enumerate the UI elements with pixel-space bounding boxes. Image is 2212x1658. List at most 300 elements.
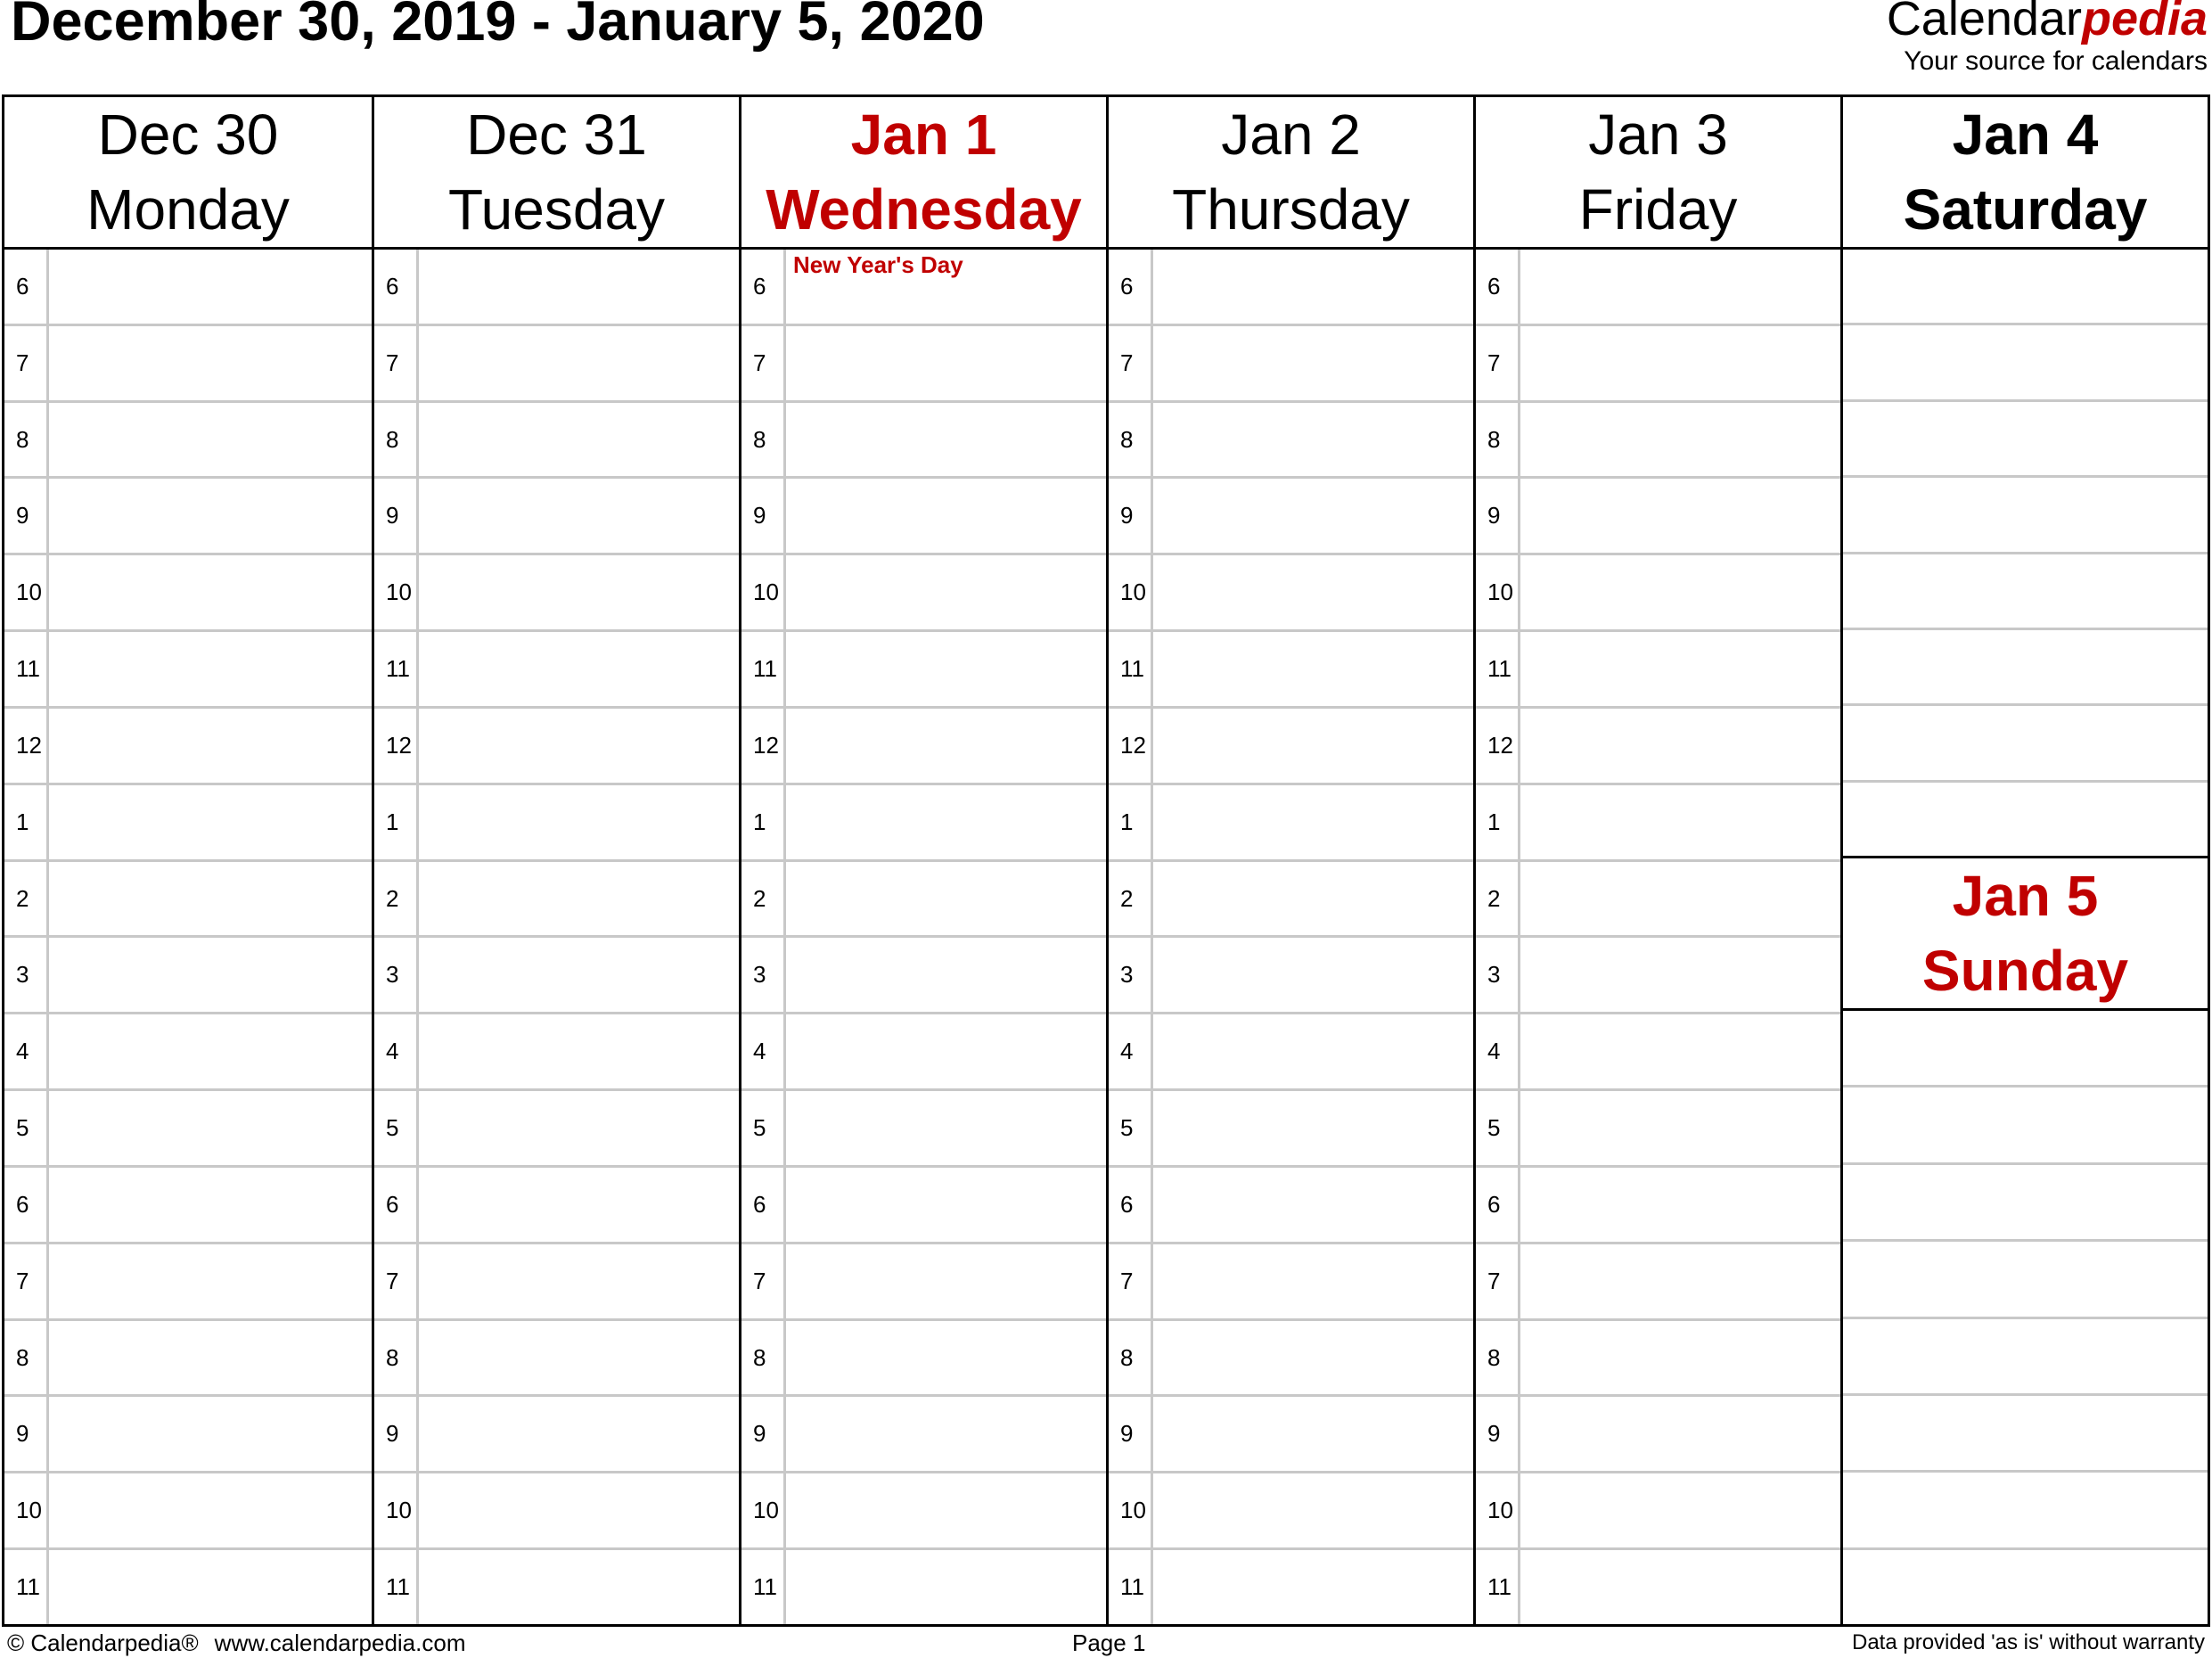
hour-row	[741, 938, 1106, 1014]
hour-row	[1109, 862, 1473, 939]
time-slot[interactable]	[49, 326, 372, 400]
time-slot[interactable]	[786, 938, 1106, 1012]
hour-row	[741, 479, 1106, 555]
hour-row	[1109, 1244, 1473, 1321]
hour-label: 9	[741, 479, 786, 553]
brand-name-accent: pedia	[2081, 0, 2208, 45]
hour-row	[374, 1168, 739, 1244]
brand-name-regular: Calendar	[1886, 0, 2082, 45]
hour-row	[1476, 1091, 1840, 1168]
time-slot[interactable]	[1843, 630, 2208, 706]
time-slot[interactable]	[786, 555, 1106, 629]
hour-label: 10	[1109, 555, 1153, 629]
day-date: Dec 30	[97, 103, 279, 167]
hour-label: 6	[374, 1168, 419, 1242]
time-slot[interactable]	[1843, 325, 2208, 401]
hour-label: 10	[374, 1473, 419, 1547]
hour-list	[4, 250, 372, 1624]
hour-row	[4, 632, 372, 709]
hour-label: 12	[4, 709, 49, 783]
time-slot[interactable]	[1153, 326, 1473, 400]
hour-row	[1109, 1014, 1473, 1091]
day-header	[4, 97, 372, 250]
hour-label: 3	[741, 938, 786, 1012]
hour-row	[741, 1014, 1106, 1091]
hour-label: 1	[1109, 785, 1153, 859]
day-date: Jan 2	[1221, 103, 1361, 167]
day-weekday: Friday	[1578, 177, 1738, 242]
time-slot[interactable]	[419, 1168, 739, 1242]
hour-label: 9	[1109, 479, 1153, 553]
time-slot[interactable]	[1843, 1088, 2208, 1164]
hour-label: 3	[374, 938, 419, 1012]
hour-label: 7	[1109, 1244, 1153, 1318]
time-slot[interactable]	[1520, 250, 1840, 324]
hour-label: 12	[741, 709, 786, 783]
hour-row	[1476, 1244, 1840, 1321]
time-slot[interactable]	[1153, 555, 1473, 629]
time-slot[interactable]	[1520, 555, 1840, 629]
hour-row	[374, 709, 739, 785]
hour-label: 2	[741, 862, 786, 936]
day-header	[1476, 97, 1840, 250]
hour-label: 3	[4, 938, 49, 1012]
hour-label: 9	[374, 1397, 419, 1471]
hour-row	[4, 1244, 372, 1321]
time-slot[interactable]	[419, 785, 739, 859]
hour-row	[1476, 862, 1840, 939]
time-slot[interactable]	[49, 709, 372, 783]
time-slot[interactable]	[1520, 862, 1840, 936]
time-slot[interactable]	[1843, 1165, 2208, 1242]
time-slot[interactable]	[1153, 1321, 1473, 1395]
footer-copyright: © Calendarpedia®	[7, 1629, 199, 1656]
hour-label: 3	[1109, 938, 1153, 1012]
day-column	[1473, 97, 1840, 1624]
hour-list	[374, 250, 739, 1624]
time-slot[interactable]	[1153, 1168, 1473, 1242]
time-slot[interactable]	[49, 479, 372, 553]
hour-row	[4, 1168, 372, 1244]
time-slot[interactable]	[786, 709, 1106, 783]
hour-row	[741, 632, 1106, 709]
hour-label: 7	[4, 1244, 49, 1318]
day-header	[741, 97, 1106, 250]
hour-row	[4, 555, 372, 632]
hour-row	[374, 1473, 739, 1550]
hour-label: 8	[741, 403, 786, 477]
day-column	[739, 97, 1106, 1624]
hour-label: 10	[1476, 1473, 1520, 1547]
time-slot[interactable]	[49, 1168, 372, 1242]
time-slot[interactable]	[49, 1091, 372, 1165]
time-slot[interactable]	[1520, 1244, 1840, 1318]
day-column	[372, 97, 739, 1624]
hour-row	[1476, 1550, 1840, 1624]
time-slot[interactable]	[1520, 785, 1840, 859]
hour-label: 2	[1476, 862, 1520, 936]
time-slot[interactable]	[1843, 1011, 2208, 1088]
hour-row	[741, 1091, 1106, 1168]
hour-label: 11	[1476, 1550, 1520, 1624]
hour-row	[1476, 250, 1840, 326]
time-slot[interactable]	[419, 938, 739, 1012]
time-slot[interactable]	[1520, 1397, 1840, 1471]
hour-row	[4, 403, 372, 480]
time-slot[interactable]	[1153, 403, 1473, 477]
footer-disclaimer: Data provided 'as is' without warranty	[1851, 1630, 2205, 1654]
hour-row	[4, 938, 372, 1014]
hour-row	[1476, 785, 1840, 862]
hour-label: 8	[1476, 1321, 1520, 1395]
time-slot[interactable]	[419, 250, 739, 324]
weekend-column	[1840, 97, 2208, 1624]
brand-tagline: Your source for calendars	[1904, 46, 2208, 76]
hour-label: 6	[741, 1168, 786, 1242]
hour-label: 11	[4, 632, 49, 706]
time-slot[interactable]	[419, 1091, 739, 1165]
hour-label: 7	[741, 1244, 786, 1318]
hour-label: 2	[374, 862, 419, 936]
hour-label: 7	[1476, 1244, 1520, 1318]
hour-row	[741, 326, 1106, 403]
time-slot[interactable]	[1153, 1091, 1473, 1165]
hour-row	[374, 555, 739, 632]
time-slot[interactable]	[1520, 632, 1840, 706]
page-title: December 30, 2019 - January 5, 2020	[11, 0, 985, 53]
time-slot[interactable]	[1843, 554, 2208, 630]
hour-row	[741, 862, 1106, 939]
time-slot[interactable]	[1153, 1550, 1473, 1624]
hour-row	[1109, 1397, 1473, 1473]
time-slot[interactable]	[1153, 1014, 1473, 1088]
hour-label: 9	[1109, 1397, 1153, 1471]
time-slot[interactable]	[419, 555, 739, 629]
hour-row	[4, 1550, 372, 1624]
hour-row	[374, 1397, 739, 1473]
hour-row	[1109, 250, 1473, 326]
hour-label: 4	[4, 1014, 49, 1088]
hour-label: 11	[1476, 632, 1520, 706]
hour-label: 4	[1109, 1014, 1153, 1088]
time-slot[interactable]	[49, 1397, 372, 1471]
hour-row	[4, 326, 372, 403]
hour-row	[741, 403, 1106, 480]
hour-label: 7	[741, 326, 786, 400]
hour-row	[4, 1014, 372, 1091]
hour-row	[374, 479, 739, 555]
hour-label: 8	[1109, 1321, 1153, 1395]
time-slot[interactable]	[1153, 250, 1473, 324]
hour-row	[1109, 555, 1473, 632]
time-slot[interactable]	[786, 403, 1106, 477]
hour-label: 10	[741, 555, 786, 629]
hour-row	[1109, 785, 1473, 862]
hour-label: 1	[1476, 785, 1520, 859]
hour-label: 11	[374, 632, 419, 706]
time-slot[interactable]	[1843, 1242, 2208, 1318]
hour-label: 10	[4, 555, 49, 629]
hour-label: 7	[374, 1244, 419, 1318]
time-slot[interactable]	[49, 785, 372, 859]
time-slot[interactable]	[1843, 1396, 2208, 1473]
time-slot[interactable]	[49, 862, 372, 936]
hour-label: 5	[4, 1091, 49, 1165]
hour-label: 10	[4, 1473, 49, 1547]
day-weekday: Saturday	[1903, 177, 2148, 242]
hour-row	[4, 1091, 372, 1168]
hour-label: 11	[4, 1550, 49, 1624]
time-slot[interactable]	[786, 785, 1106, 859]
time-slot[interactable]	[49, 1244, 372, 1318]
hour-row	[1476, 479, 1840, 555]
time-slot[interactable]	[1520, 326, 1840, 400]
hour-row	[741, 1321, 1106, 1398]
time-slot[interactable]	[1153, 632, 1473, 706]
time-slot[interactable]	[419, 709, 739, 783]
hour-row	[1476, 555, 1840, 632]
hour-label: 5	[374, 1091, 419, 1165]
hour-row	[374, 1550, 739, 1624]
time-slot[interactable]	[1843, 1319, 2208, 1396]
hour-label: 8	[741, 1321, 786, 1395]
time-slot[interactable]	[1153, 785, 1473, 859]
time-slot[interactable]	[49, 1014, 372, 1088]
hour-label: 8	[374, 1321, 419, 1395]
time-slot[interactable]	[49, 403, 372, 477]
time-slot[interactable]	[786, 326, 1106, 400]
hour-row	[1109, 479, 1473, 555]
hour-row	[1109, 938, 1473, 1014]
time-slot[interactable]	[786, 1550, 1106, 1624]
time-slot[interactable]	[419, 632, 739, 706]
time-slot[interactable]	[786, 862, 1106, 936]
time-slot[interactable]	[49, 1321, 372, 1395]
hour-row	[1476, 1014, 1840, 1091]
time-slot[interactable]	[1843, 402, 2208, 478]
time-slot[interactable]	[1520, 403, 1840, 477]
hour-label: 9	[741, 1397, 786, 1471]
hour-label: 6	[374, 250, 419, 324]
hour-row	[1109, 403, 1473, 480]
brand-logo	[1887, 0, 2208, 77]
hour-list	[741, 250, 1106, 1624]
time-slot[interactable]	[419, 1550, 739, 1624]
time-slot[interactable]	[1520, 1014, 1840, 1088]
hour-label: 8	[4, 403, 49, 477]
hour-label: 10	[374, 555, 419, 629]
hour-label: 6	[1476, 250, 1520, 324]
time-slot[interactable]	[419, 1321, 739, 1395]
day-weekday: Sunday	[1921, 939, 2129, 1003]
hour-row	[4, 785, 372, 862]
time-slot[interactable]	[1520, 1168, 1840, 1242]
hour-row	[1476, 1473, 1840, 1550]
time-slot[interactable]	[1520, 479, 1840, 553]
hour-row	[1476, 1397, 1840, 1473]
hour-row	[374, 403, 739, 480]
hour-label: 6	[741, 250, 786, 324]
hour-label: 11	[1109, 1550, 1153, 1624]
time-slot[interactable]	[1843, 783, 2208, 856]
hour-list	[1109, 250, 1473, 1624]
time-slot[interactable]	[1843, 1473, 2208, 1549]
time-slot[interactable]	[1153, 709, 1473, 783]
hour-row	[741, 1244, 1106, 1321]
footer-page-number: Page 1	[1072, 1629, 1146, 1656]
hour-row	[374, 632, 739, 709]
time-slot[interactable]	[49, 1550, 372, 1624]
hour-row	[1109, 1550, 1473, 1624]
time-slot[interactable]	[786, 1091, 1106, 1165]
hour-label: 10	[1109, 1473, 1153, 1547]
hour-row	[741, 1168, 1106, 1244]
time-slot[interactable]	[419, 403, 739, 477]
time-slot[interactable]	[1843, 250, 2208, 325]
hour-row	[1476, 938, 1840, 1014]
hour-row	[4, 250, 372, 326]
time-slot[interactable]	[1520, 709, 1840, 783]
time-slot[interactable]	[1153, 1397, 1473, 1471]
hour-label: 3	[1476, 938, 1520, 1012]
hour-label: 9	[4, 1397, 49, 1471]
time-slot[interactable]	[1153, 862, 1473, 936]
hour-row	[374, 1244, 739, 1321]
day-weekday: Thursday	[1172, 177, 1410, 242]
hour-label: 8	[4, 1321, 49, 1395]
hour-label: 11	[374, 1550, 419, 1624]
hour-label: 11	[741, 632, 786, 706]
footer-left	[7, 1629, 465, 1656]
hour-label: 6	[1109, 250, 1153, 324]
time-slot[interactable]	[419, 1014, 739, 1088]
time-slot[interactable]	[1520, 1473, 1840, 1547]
time-slot[interactable]	[419, 862, 739, 936]
time-slot[interactable]	[786, 1321, 1106, 1395]
time-slot[interactable]	[1153, 938, 1473, 1012]
time-slot[interactable]	[419, 1244, 739, 1318]
hour-label: 7	[374, 326, 419, 400]
hour-label: 4	[374, 1014, 419, 1088]
hour-row	[4, 1473, 372, 1550]
hour-row	[4, 1397, 372, 1473]
page-footer	[0, 1629, 2212, 1658]
time-slot[interactable]	[1843, 478, 2208, 554]
time-slot[interactable]	[1520, 1550, 1840, 1624]
hour-row	[1109, 1321, 1473, 1398]
day-weekday: Tuesday	[447, 177, 666, 242]
sunday-header	[1843, 856, 2208, 1011]
hour-row	[1109, 632, 1473, 709]
hour-row	[374, 1014, 739, 1091]
time-slot[interactable]	[1520, 938, 1840, 1012]
time-slot[interactable]	[1843, 706, 2208, 782]
day-column	[4, 97, 372, 1624]
time-slot[interactable]	[786, 632, 1106, 706]
hour-label: 6	[1109, 1168, 1153, 1242]
day-date: Jan 5	[1952, 864, 2099, 928]
hour-label: 6	[1476, 1168, 1520, 1242]
time-slot[interactable]	[786, 1244, 1106, 1318]
hour-row	[1109, 1091, 1473, 1168]
day-date: Dec 31	[466, 103, 647, 167]
hour-label: 9	[4, 479, 49, 553]
time-slot[interactable]	[1153, 1244, 1473, 1318]
hour-row	[374, 326, 739, 403]
time-slot[interactable]	[786, 1397, 1106, 1471]
hour-label: 1	[374, 785, 419, 859]
hour-label: 8	[374, 403, 419, 477]
hour-row	[374, 250, 739, 326]
hour-label: 7	[1109, 326, 1153, 400]
time-slot[interactable]	[786, 479, 1106, 553]
hour-row	[1476, 326, 1840, 403]
hour-row	[4, 1321, 372, 1398]
hour-row	[1476, 1168, 1840, 1244]
saturday-header	[1843, 97, 2208, 250]
time-slot[interactable]	[49, 632, 372, 706]
day-column	[1106, 97, 1473, 1624]
hour-row	[374, 938, 739, 1014]
hour-row	[1476, 632, 1840, 709]
time-slot[interactable]	[1153, 479, 1473, 553]
hour-label: 2	[4, 862, 49, 936]
hour-row	[1109, 709, 1473, 785]
hour-row	[4, 709, 372, 785]
hour-row	[4, 862, 372, 939]
time-slot[interactable]	[419, 479, 739, 553]
day-weekday: Wednesday	[766, 177, 1082, 242]
time-slot[interactable]	[786, 1014, 1106, 1088]
hour-label: 5	[1476, 1091, 1520, 1165]
sunday-slots	[1843, 1011, 2208, 1624]
day-date: Jan 1	[850, 103, 997, 167]
hour-row	[374, 1091, 739, 1168]
hour-label: 6	[4, 1168, 49, 1242]
hour-row	[741, 1550, 1106, 1624]
hour-label: 1	[741, 785, 786, 859]
time-slot[interactable]	[419, 1397, 739, 1471]
hour-row	[374, 785, 739, 862]
time-slot[interactable]	[49, 555, 372, 629]
time-slot[interactable]	[49, 250, 372, 324]
hour-row	[1476, 403, 1840, 480]
hour-label: 7	[4, 326, 49, 400]
time-slot[interactable]	[49, 938, 372, 1012]
time-slot[interactable]	[1520, 1321, 1840, 1395]
hour-row	[741, 785, 1106, 862]
hour-label: 2	[1109, 862, 1153, 936]
brand-name	[1887, 0, 2208, 46]
footer-url[interactable]: www.calendarpedia.com	[214, 1629, 466, 1656]
time-slot[interactable]	[49, 1473, 372, 1547]
day-date: Jan 4	[1952, 103, 2099, 167]
hour-label: 10	[1476, 555, 1520, 629]
hour-label: 10	[741, 1473, 786, 1547]
time-slot[interactable]	[786, 1473, 1106, 1547]
time-slot[interactable]	[1520, 1091, 1840, 1165]
time-slot[interactable]	[1843, 1550, 2208, 1624]
time-slot[interactable]	[786, 1168, 1106, 1242]
week-grid	[2, 94, 2210, 1627]
time-slot[interactable]	[419, 1473, 739, 1547]
time-slot[interactable]	[1153, 1473, 1473, 1547]
hour-label: 1	[4, 785, 49, 859]
hour-label: 5	[1109, 1091, 1153, 1165]
hour-row	[741, 1397, 1106, 1473]
time-slot[interactable]	[419, 326, 739, 400]
hour-row	[374, 1321, 739, 1398]
